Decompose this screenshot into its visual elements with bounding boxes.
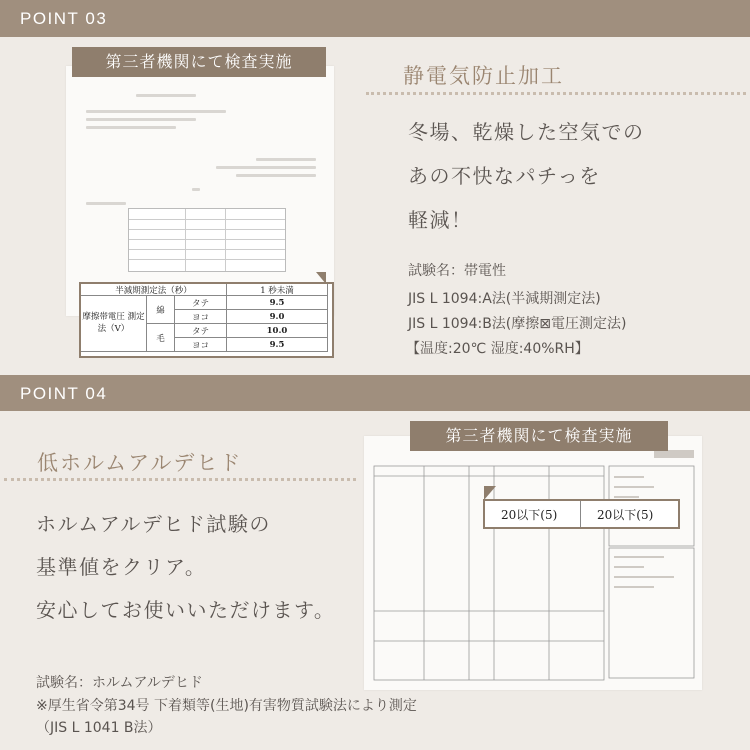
direction-cell: タテ (175, 324, 227, 338)
table-row-label: 摩擦帯電圧 測定法（V） (81, 296, 147, 352)
direction-cell: ヨコ (175, 338, 227, 352)
badge-text: 第三者機関にて検査実施 (445, 426, 633, 445)
spec-line-1: 試験名：帯電性 (408, 263, 506, 279)
spec-line-2: JIS L 1094:A法(半減期測定法) (408, 291, 601, 307)
spec-line-3: JIS L 1094:B法(摩擦⊠電圧測定法) (408, 316, 627, 332)
heading-04-underline (4, 478, 356, 481)
heading-03-underline (366, 92, 746, 95)
spec-line-1: 試験名：ホルムアルデヒド (36, 675, 203, 691)
description-line-1: ホルムアルデヒド試験の (36, 512, 271, 536)
description-line-3: 軽減！ (408, 208, 473, 232)
description-line-1: 冬場、乾燥した空気での (408, 120, 645, 144)
material-wool: 毛 (147, 324, 175, 352)
badge-04-pointer (484, 486, 496, 500)
result-value-1: 20以下(5) (501, 508, 558, 522)
formaldehyde-result-box (483, 499, 680, 529)
description-line-3: 安心してお使いいただけます。 (36, 598, 336, 622)
description-line-2: 基準値をクリア。 (36, 555, 207, 579)
third-party-test-badge-03 (72, 47, 326, 77)
spec-line-4: 【温度:20℃ 湿度:40%RH】 (406, 341, 589, 357)
value-cell: 10.0 (227, 324, 328, 338)
material-cotton: 綿 (147, 296, 175, 324)
result-value-2: 20以下(5) (597, 508, 654, 522)
report-form-lines (364, 436, 702, 690)
value-cell: 9.0 (227, 310, 328, 324)
direction-cell: タテ (175, 296, 227, 310)
table-header-result: 1 秒未満 (227, 284, 328, 296)
description-line-2: あの不快なパチっを (408, 164, 601, 188)
test-report-image-formaldehyde (364, 436, 702, 690)
result-divider (580, 501, 581, 527)
spec-line-2: ※厚生省令第34号 下着類等(生地)有害物質試験法により測定 (36, 698, 417, 714)
spec-line-3: （JIS L 1041 B法） (36, 720, 162, 736)
heading-low-formaldehyde: 低ホルムアルデヒド (37, 451, 243, 475)
static-test-result-table (79, 282, 334, 358)
point-03-band (0, 0, 750, 37)
direction-cell: ヨコ (175, 310, 227, 324)
third-party-test-badge-04 (410, 421, 668, 451)
point-04-band (0, 375, 750, 411)
point-04-label: POINT 04 (20, 384, 108, 403)
table-header-item: 半減期測定法（秒） (81, 284, 227, 296)
value-cell: 9.5 (227, 338, 328, 352)
value-cell: 9.5 (227, 296, 328, 310)
point-03-label: POINT 03 (20, 9, 108, 28)
heading-antistatic: 静電気防止加工 (403, 64, 564, 88)
badge-text: 第三者機関にて検査実施 (105, 52, 293, 71)
test-report-image-static-electricity (66, 66, 334, 316)
